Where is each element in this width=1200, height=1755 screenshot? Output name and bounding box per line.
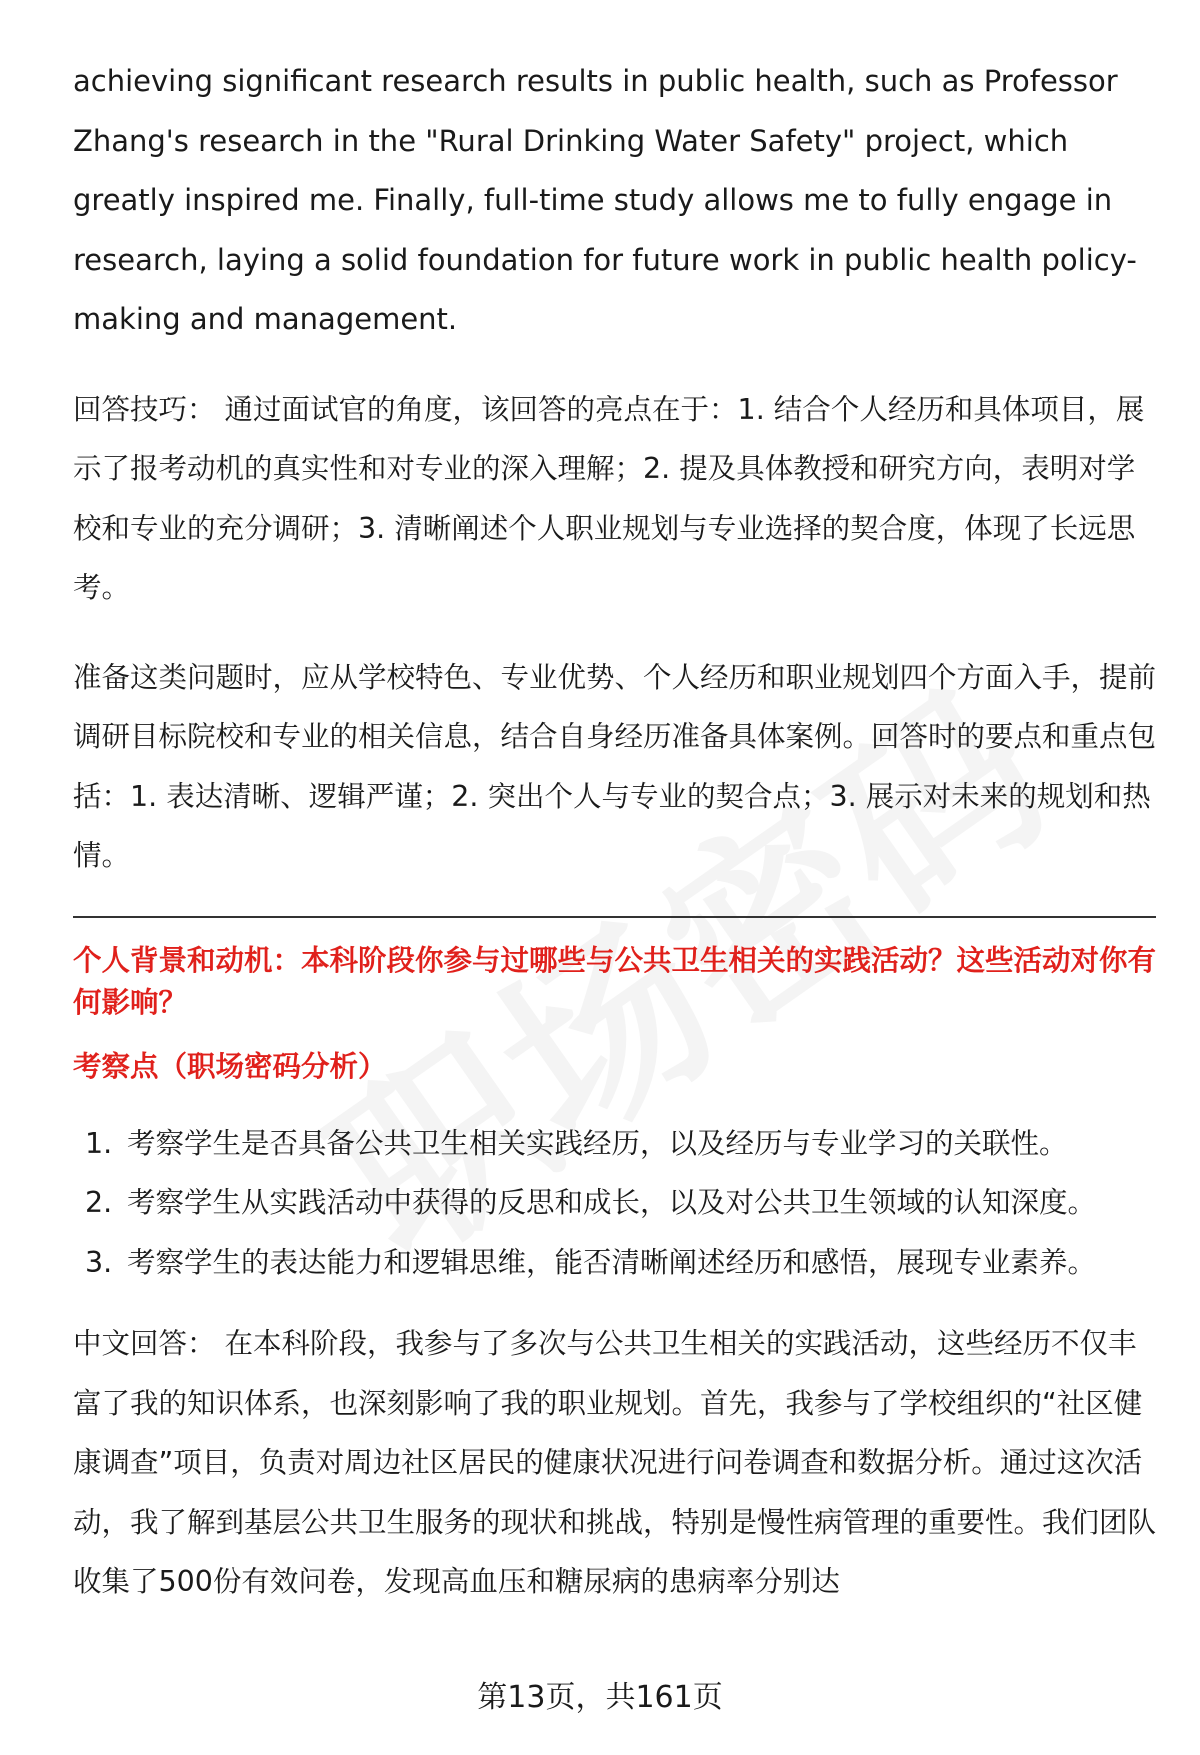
list-item-number: 1. bbox=[85, 1126, 113, 1160]
preparation-advice-paragraph: 准备这类问题时，应从学校特色、专业优势、个人经历和职业规划四个方面入手，提前调研目标院校和专业的相关信息，结合自身经历准备具体案例。回答时的要点和重点包括：1. 表达清晰、逻辑严谨；2. 突出个人与专业的契合点；3. 展示对未来的规划和热情。 bbox=[73, 660, 1157, 872]
list-item-text: 考察学生的表达能力和逻辑思维，能否清晰阐述经历和感悟，展现专业素养。 bbox=[127, 1245, 1097, 1279]
list-item bbox=[73, 1233, 1158, 1293]
page-number-footer: 第13页，共161页 bbox=[477, 1680, 723, 1715]
question-title: 个人背景和动机：本科阶段你参与过哪些与公共卫生相关的实践活动？这些活动对你有何影响？ bbox=[73, 943, 1157, 1019]
list-item bbox=[73, 1114, 1158, 1174]
list-item-number: 3. bbox=[85, 1245, 113, 1279]
list-item bbox=[73, 1173, 1158, 1233]
list-item-text: 考察学生从实践活动中获得的反思和成长，以及对公共卫生领域的认知深度。 bbox=[127, 1186, 1097, 1219]
assessment-points-heading: 考察点（职场密码分析） bbox=[73, 1049, 387, 1083]
answer-tips-paragraph: 回答技巧： 通过面试官的角度，该回答的亮点在于：1. 结合个人经历和具体项目，展示了报考动机的真实性和对专业的深入理解；2. 提及具体教授和研究方向，表明对学校和专业的充分调研；3. 清晰阐述个人职业规划与专业选择的契合度，体现了长远思考。 bbox=[73, 392, 1145, 604]
chinese-answer-paragraph: 中文回答： 在本科阶段，我参与了多次与公共卫生相关的实践活动，这些经历不仅丰富了我的知识体系，也深刻影响了我的职业规划。首先，我参与了学校组织的“社区健康调查”项目，负责对周边社区居民的健康状况进行问卷调查和数据分析。通过这次活动，我了解到基层公共卫生服务的现状和挑战，特别是慢性病管理的重要性。我们团队收集了500份有效问卷，发现高血压和糖尿病的患病率分别达 bbox=[73, 1327, 1157, 1598]
list-item-number: 2. bbox=[85, 1186, 113, 1219]
english-answer-continuation: achieving significant research results in public health, such as Professor Zhang's research in the "Rural Drinking Water Safety" project, which greatly inspired me. Finally, full-time study allows me to fully engage in research, laying a solid foundation for future work in public health policy-making and management. bbox=[73, 64, 1137, 336]
assessment-points-list bbox=[73, 1114, 1158, 1293]
list-item-text: 考察学生是否具备公共卫生相关实践经历，以及经历与专业学习的关联性。 bbox=[127, 1126, 1068, 1160]
document-page bbox=[73, 52, 1158, 1642]
section-divider bbox=[73, 916, 1156, 918]
